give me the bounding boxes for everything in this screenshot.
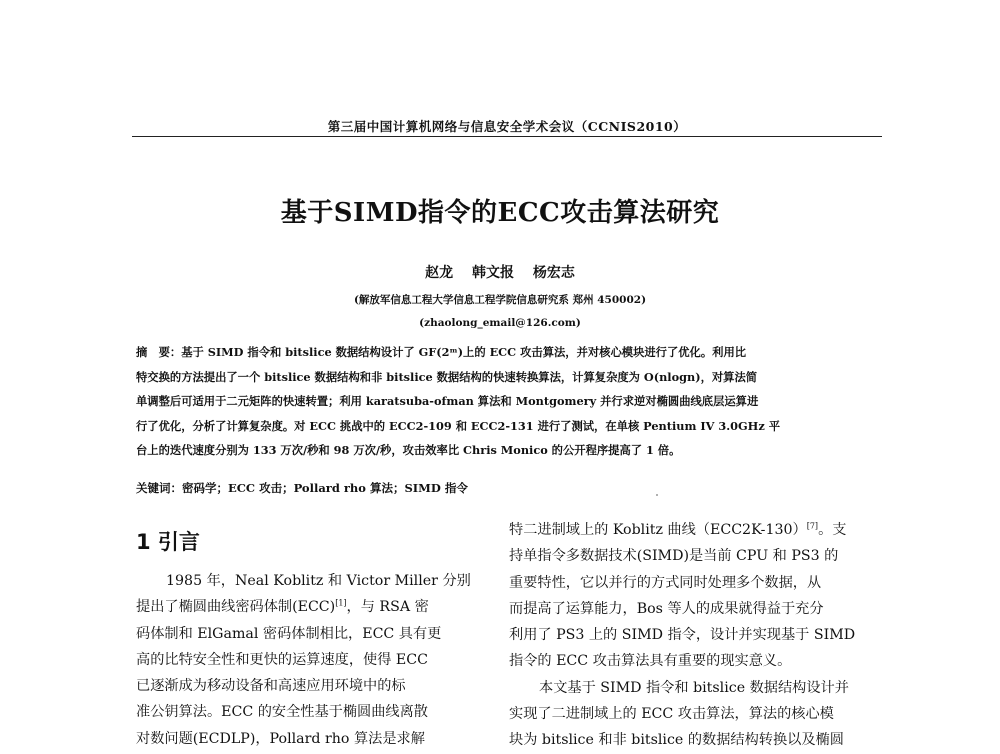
left-line-4: 高的比特安全性和更快的运算速度，使得 ECC <box>136 651 428 668</box>
left-line-6: 准公钥算法。ECC 的安全性基于椭圆曲线离散 <box>136 704 428 721</box>
citation-7: [7] <box>806 521 819 531</box>
right-line-1-text: 特二进制域上的 Koblitz 曲线（ECC2K-130） <box>509 522 807 538</box>
right-line-7: 本文基于 SIMD 指令和 bitslice 数据结构设计并 <box>539 679 849 696</box>
right-line-6: 指令的 ECC 攻击算法具有重要的现实意义。 <box>509 653 792 670</box>
abstract <box>136 340 876 463</box>
abstract-line-3: 单调整后可适用于二元矩阵的快速转置；利用 karatsuba-ofman 算法和 Montgomery 并行求逆对椭圆曲线底层运算进 <box>136 394 759 408</box>
paper-affiliation: (解放军信息工程大学信息工程学院信息研究系 郑州 450002) <box>353 294 647 306</box>
right-line-3: 重要特性，它以并行的方式同时处理多个数据，从 <box>509 574 822 591</box>
header-rule <box>132 136 882 137</box>
left-line-5: 已逐渐成为移动设备和高速应用环境中的标 <box>136 678 406 695</box>
abstract-line-1 <box>136 340 876 365</box>
right-line-2: 持单指令多数据技术(SIMD)是当前 CPU 和 PS3 的 <box>509 548 839 565</box>
right-line-1-tail: 。支 <box>818 522 847 538</box>
left-line-1: 1985 年，Neal Koblitz 和 Victor Miller 分别 <box>166 573 471 589</box>
scan-speck <box>656 494 658 496</box>
left-line-2-tail: ，与 RSA 密 <box>346 599 429 616</box>
left-line-2 <box>136 594 474 620</box>
citation-1: [1] <box>335 598 347 608</box>
abstract-line-4: 行了优化，分析了计算复杂度。对 ECC 挑战中的 ECC2-109 和 ECC2-131 进行了测试，在单核 Pentium IV 3.0GHz 平 <box>136 418 780 433</box>
right-line-1 <box>509 517 881 543</box>
right-line-8: 实现了二进制域上的 ECC 攻击算法，算法的核心模 <box>509 706 834 723</box>
left-column <box>136 568 474 752</box>
right-line-5: 利用了 PS3 上的 SIMD 指令，设计并实现基于 SIMD <box>509 627 856 644</box>
abstract-text: 基于 SIMD 指令和 bitslice 数据结构设计了 GF(2ᵐ)上的 ECC 攻击算法，并对核心模块进行了优化。利用比 <box>181 345 747 359</box>
left-line-3: 码体制和 ElGamal 密码体制相比，ECC 具有更 <box>136 625 442 642</box>
right-column <box>509 517 881 754</box>
abstract-line-5: 台上的迭代速度分别为 133 万次/秒和 98 万次/秒，攻击效率比 Chris Monico 的公开程序提高了 1 倍。 <box>136 443 681 457</box>
paper-authors: 赵龙 韩文报 杨宏志 <box>425 265 575 281</box>
paper-title: 基于SIMD指令的ECC攻击算法研究 <box>280 198 720 228</box>
conference-header: 第三届中国计算机网络与信息安全学术会议（CCNIS2010） <box>327 119 687 134</box>
left-line-7: 对数问题(ECDLP)，Pollard rho 算法是求解 <box>136 730 425 747</box>
abstract-line-2: 特交换的方法提出了一个 bitslice 数据结构和非 bitslice 数据结构的快速转换算法，计算复杂度为 O(nlogn)，对算法简 <box>136 369 758 384</box>
abstract-label: 摘 要： <box>136 345 182 359</box>
right-line-4: 而提高了运算能力，Bos 等人的成果就得益于充分 <box>509 600 824 617</box>
keywords-label: 关键词： <box>136 481 182 495</box>
right-line-9: 块为 bitslice 和非 bitslice 的数据结构转换以及椭圆 <box>509 732 844 749</box>
paper-email: (zhaolong_email@126.com) <box>419 317 581 329</box>
section-heading: 1 引言 <box>136 530 200 554</box>
left-line-2-text: 提出了椭圆曲线密码体制(ECC) <box>136 599 336 616</box>
keywords <box>136 480 876 496</box>
keywords-text: 密码学；ECC 攻击；Pollard rho 算法；SIMD 指令 <box>182 481 468 495</box>
